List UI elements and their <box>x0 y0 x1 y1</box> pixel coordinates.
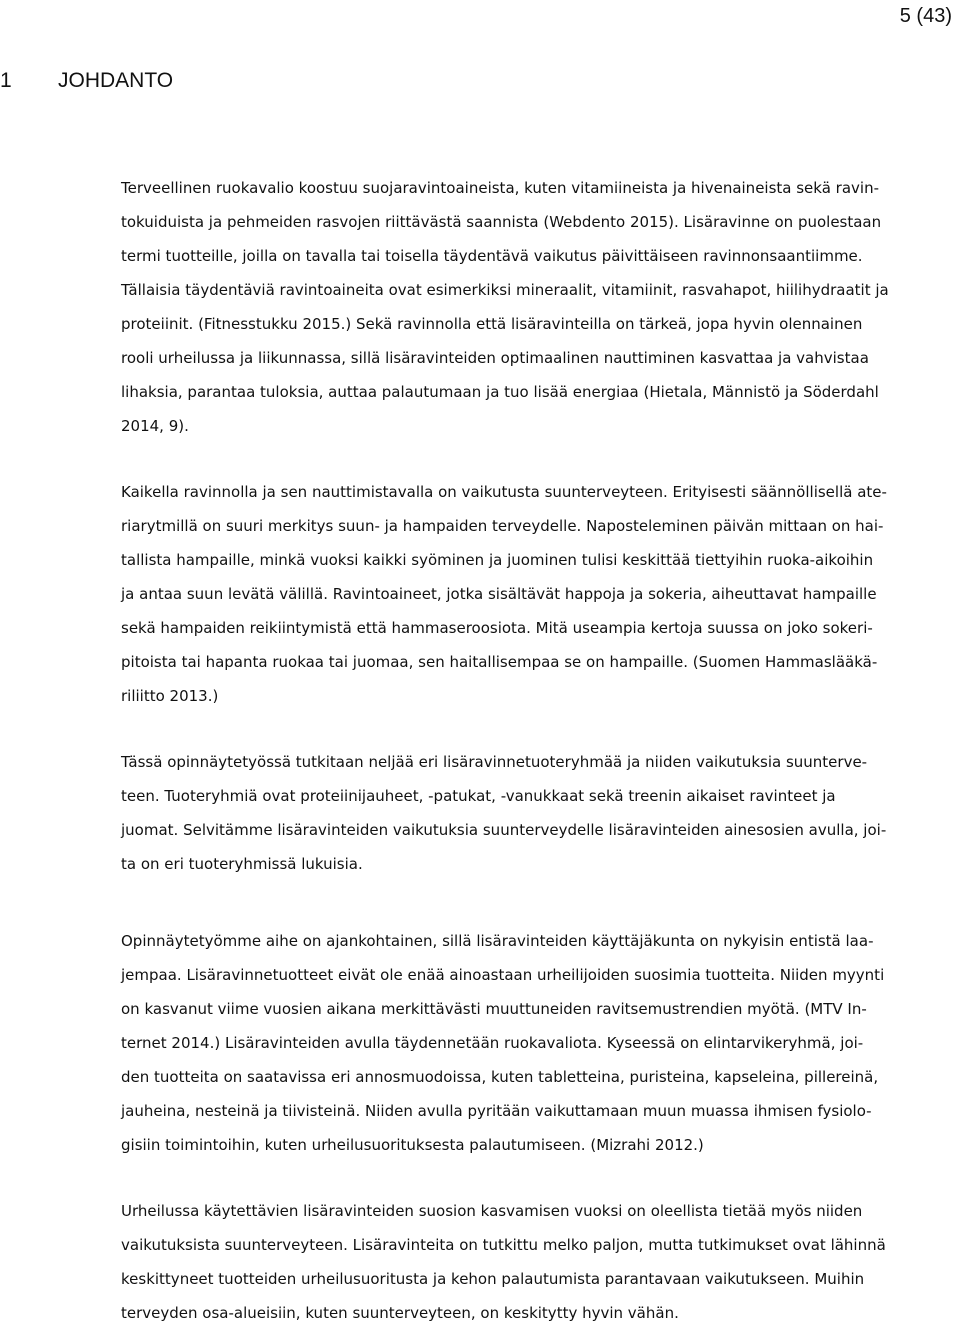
text-line: termi tuotteille, joilla on tavalla tai toisella täydentävä vaikutus päivittäiseen ravinnonsaantiimme. <box>121 247 863 265</box>
text-line: vaikutuksista suunterveyteen. Lisäravinteita on tutkittu melko paljon, mutta tutkimukset ovat lähinnä <box>121 1236 886 1254</box>
section-number: 1 <box>0 69 12 92</box>
text-line: keskittyneet tuotteiden urheilusuoritusta ja kehon palautumista parantavaan vaikutukseen. Muihin <box>121 1270 865 1288</box>
text-line: ja antaa suun levätä välillä. Ravintoaineet, jotka sisältävät happoja ja sokeria, aiheuttavat hampaille <box>121 585 877 603</box>
paragraph-oral-health <box>121 475 957 713</box>
text-line: rooli urheilussa ja liikunnassa, sillä lisäravinteiden optimaalinen nauttiminen kasvattaa ja vahvistaa <box>121 349 869 367</box>
text-line: proteiinit. (Fitnesstukku 2015.) Sekä ravinnolla että lisäravinteilla on tärkeä, jopa hyvin olennainen <box>121 315 863 333</box>
text-line: Tällaisia täydentäviä ravintoaineita ovat esimerkiksi mineraalit, vitamiinit, rasvahapot, hiilihydraatit ja <box>121 281 889 299</box>
paragraph-thesis-scope <box>121 745 957 881</box>
text-line: Tässä opinnäytetyössä tutkitaan neljää eri lisäravinnetuoteryhmää ja niiden vaikutuksia suunterve- <box>121 753 868 771</box>
text-line: teen. Tuoteryhmiä ovat proteiinijauheet, -patukat, -vanukkaat sekä treenin aikaiset ravinteet ja <box>121 787 836 805</box>
text-line: Opinnäytetyömme aihe on ajankohtainen, sillä lisäravinteiden käyttäjäkunta on nykyisin entistä laa- <box>121 932 874 950</box>
section-heading <box>0 69 173 93</box>
text-line: on kasvanut viime vuosien aikana merkittävästi muuttuneiden ravitsemustrendien myötä. (MTV In- <box>121 1000 867 1018</box>
text-line: riliitto 2013.) <box>121 687 219 705</box>
text-line: tallista hampaille, minkä vuoksi kaikki syöminen ja juominen tulisi keskittää tiettyihin ruoka-aikoihin <box>121 551 874 569</box>
text-line: sekä hampaiden reikiintymistä että hammaseroosiota. Mitä useampia kertoja suussa on joko sokeri- <box>121 619 873 637</box>
text-line: jauheina, nesteinä ja tiivisteinä. Niiden avulla pyritään vaikuttamaan muun muassa ihmisen fysiolo- <box>121 1102 872 1120</box>
text-line: Urheilussa käytettävien lisäravinteiden suosion kasvamisen vuoksi on oleellista tietää myös niiden <box>121 1202 863 1220</box>
section-title: JOHDANTO <box>58 69 174 92</box>
text-line: ta on eri tuoteryhmissä lukuisia. <box>121 855 363 873</box>
paragraph-motivation <box>121 1194 957 1330</box>
text-line: jempaa. Lisäravinnetuotteet eivät ole enää ainoastaan urheilijoiden suosimia tuotteita. Niiden myynti <box>121 966 885 984</box>
text-line: ternet 2014.) Lisäravinteiden avulla täydennetään ruokavaliota. Kyseessä on elintarvikeryhmä, joi- <box>121 1034 864 1052</box>
text-line: pitoista tai hapanta ruokaa tai juomaa, sen haitallisempaa se on hampaille. (Suomen Hammaslääkä- <box>121 653 878 671</box>
text-line: Kaikella ravinnolla ja sen nauttimistavalla on vaikutusta suunterveyteen. Erityisesti säännöllisellä ate- <box>121 483 887 501</box>
text-line: den tuotteita on saatavissa eri annosmuodoissa, kuten tabletteina, puristeina, kapseleina, pillereinä, <box>121 1068 879 1086</box>
text-line: Terveellinen ruokavalio koostuu suojaravintoaineista, kuten vitamiineista ja hivenaineista sekä ravin- <box>121 179 879 197</box>
paragraph-topicality <box>121 924 957 1162</box>
text-line: gisiin toimintoihin, kuten urheilusuorituksesta palautumiseen. (Mizrahi 2012.) <box>121 1136 704 1154</box>
text-line: terveyden osa-alueisiin, kuten suunterveyteen, on keskitytty hyvin vähän. <box>121 1304 679 1322</box>
text-line: riarytmillä on suuri merkitys suun- ja hampaiden terveydelle. Napostelem​inen päivän mittaan on hai- <box>121 517 884 535</box>
text-line: 2014, 9). <box>121 417 189 435</box>
text-line: lihaksia, parantaa tuloksia, auttaa palautumaan ja tuo lisää energiaa (Hietala, Männistö ja Söderdahl <box>121 383 879 401</box>
text-line: tokuiduista ja pehmeiden rasvojen riittävästä saannista (Webdento 2015). Lisäravinne on puolestaan <box>121 213 882 231</box>
page-number: 5 (43) <box>899 5 952 27</box>
paragraph-intro <box>121 171 957 443</box>
text-line: juomat. Selvitämme lisäravinteiden vaikutuksia suunterveydelle lisäravinteiden ainesosien avulla, joi- <box>121 821 887 839</box>
